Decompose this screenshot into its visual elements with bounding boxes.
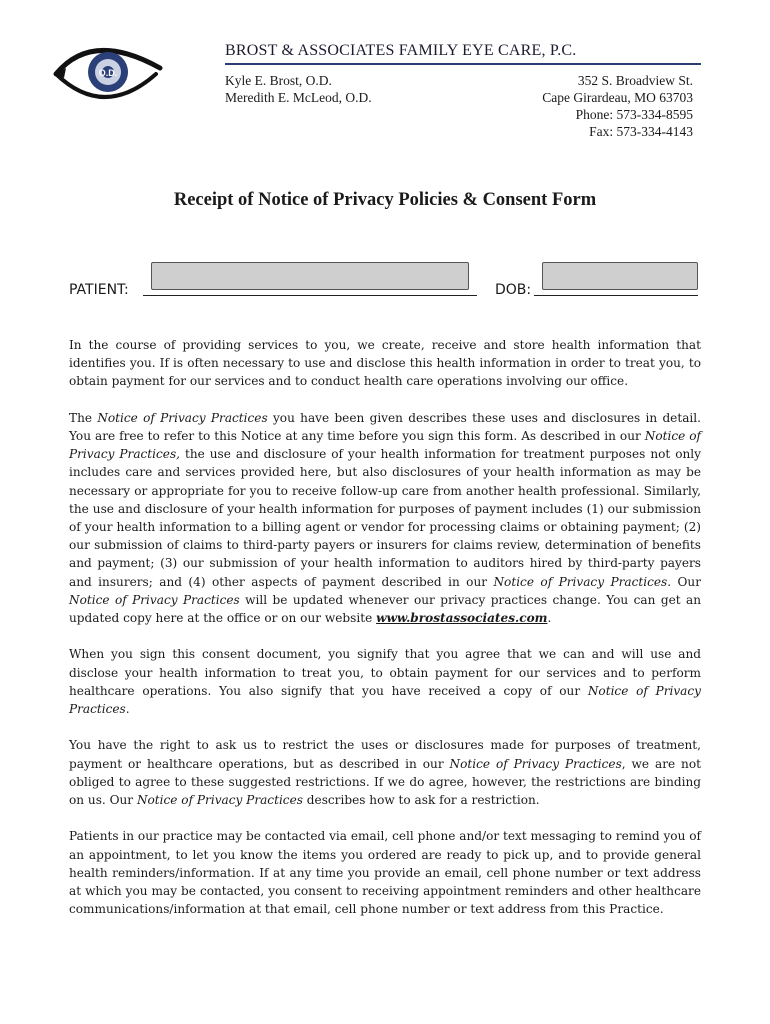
dob-underline [534,295,698,296]
paragraph-intro: In the course of providing services to you, we create, receive and store health information that identifies you. If is often necessary to use and disclose this health information in order to treat you, to obtain payment for our services and to conduct health care operations involving our office. [69,338,701,389]
address-block [542,72,693,140]
fax-number: Fax: 573-334-4143 [589,124,693,139]
text-span: You have the right to ask us to restrict the uses or disclosures made for purposes of treatment, payment or healthcare operations, but as described in our [69,738,701,771]
text-span: you have been given describes these uses and disclosures in detail. You are free to refer to this Notice at any time before you sign this form. As described in our [69,410,701,443]
website-link[interactable]: www.brostassociates.com [376,611,548,626]
patient-label: PATIENT: [69,282,129,298]
text-span: When you sign this consent document, you signify that you agree that we can and will use and disclose your health information to treat you, to obtain payment for our services and to perform healthcare operations. You also signify that you have received a copy of our [69,647,701,698]
eye-logo-icon [52,38,164,104]
practice-name: BROST & ASSOCIATES FAMILY EYE CARE, P.C. [225,42,701,65]
dob-label: DOB: [495,282,532,298]
consent-body [69,336,701,937]
notice-title: Notice of Privacy Practices [136,793,303,808]
text-span: describes how to ask for a restriction. [302,793,540,808]
notice-title: Notice of Privacy Practices [69,683,701,717]
dob-field[interactable] [542,262,698,290]
text-span: . [547,611,552,626]
city-state-zip: Cape Girardeau, MO 63703 [542,90,693,105]
paragraph-consent [69,645,701,718]
street-address: 352 S. Broadview St. [577,73,693,88]
notice-title: Notice of Privacy Practices, [69,429,702,462]
patient-underline [143,295,477,296]
notice-title: Notice of Privacy Practices. [493,574,672,589]
text-span: The [69,410,98,425]
notice-title: Notice of Privacy Practices [449,756,622,771]
text-span: . [125,702,130,717]
doctors-block [225,72,372,106]
text-span: will be updated whenever our privacy practices change. You can get an updated copy here at the office or on our website [69,592,701,626]
paragraph-contact: Patients in our practice may be contacted via email, cell phone and/or text messaging to remind you of an appointment, to let you know the items you ordered are ready to pick up, and to provide general health reminders/information. If at any time you provide an email, cell phone number or text address at which you may be contacted, you consent to receiving appointment reminders and other healthcare communications/information at that email, cell phone number or text address from this Practice. [69,829,701,917]
paragraph-notice [69,409,701,627]
text-span: Our [671,574,701,589]
text-span: , we are not obliged to agree to these suggested restrictions. If we do agree, however, the restrictions are binding on us. Our [69,756,701,808]
phone-number: Phone: 573-334-8595 [575,107,693,122]
doctor-name: Kyle E. Brost, O.D. [225,73,332,88]
page-title: Receipt of Notice of Privacy Policies & Consent Form [173,190,597,210]
notice-title: Notice of Privacy Practices [97,410,268,425]
logo-text: O.D. [98,68,118,78]
paragraph-restrictions [69,736,701,809]
patient-info-row [69,262,701,302]
notice-title: Notice of Privacy Practices [69,592,240,607]
text-span: the use and disclosure of your health information for treatment purposes not only includes care and services provided here, but also disclosures of your health information as may be necessary or appropriate for you to receive follow-up care from another health professional. Similarly, the use and disclosure of your health information for purposes of payment includes (1) our submission of your health information to a billing agent or vendor for processing claims or obtaining payment; (2) our submission of claims to third-party payers or insurers for claims review, determination of benefits and payment; (3) our submission of your health information to auditors hired by third-party payers and insurers; and (4) other aspects of payment described in our [69,447,701,589]
patient-name-field[interactable] [151,262,469,290]
doctor-name: Meredith E. McLeod, O.D. [225,90,372,105]
